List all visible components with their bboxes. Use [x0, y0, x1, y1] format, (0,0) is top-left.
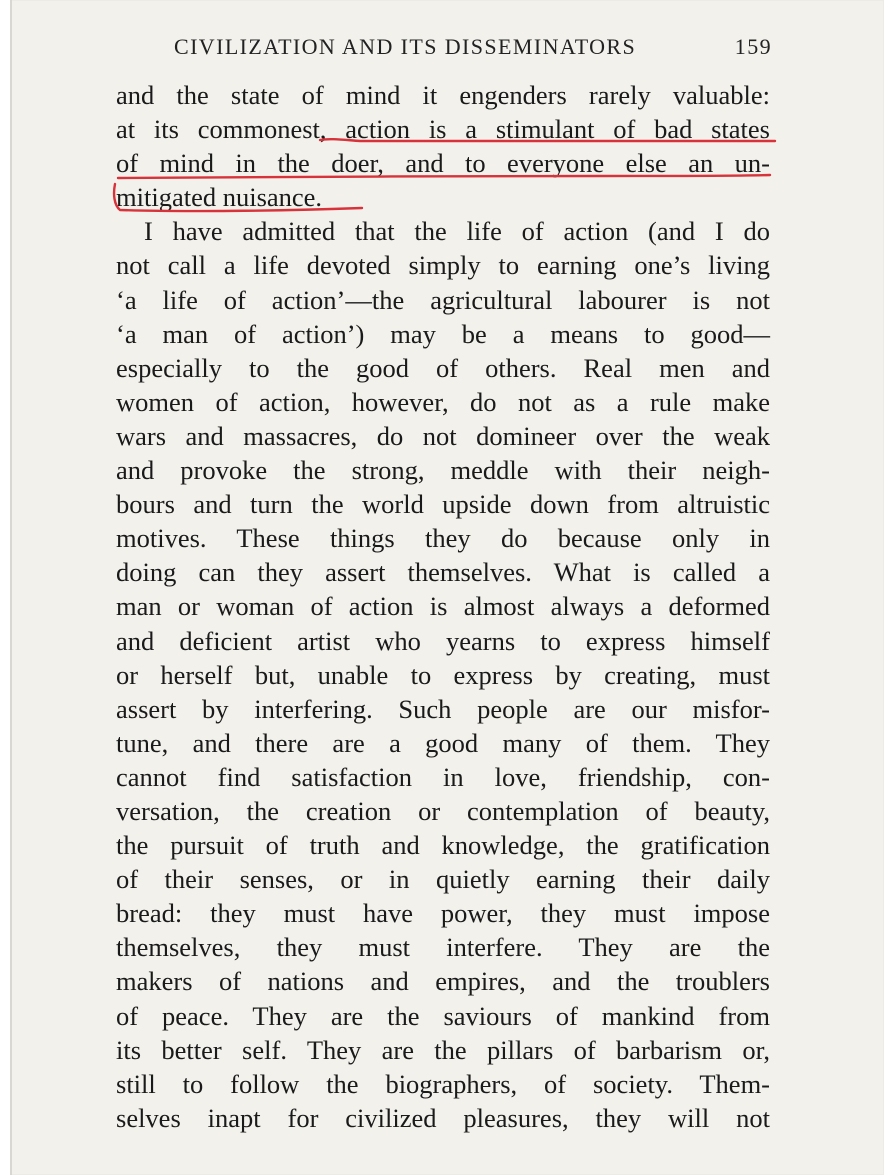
text-line: of peace. They are the saviours of mankind from: [116, 1000, 770, 1031]
text-line: and deficient artist who yearns to express himself: [116, 625, 770, 656]
body-text: [116, 78, 770, 1135]
text-line: of mind in the doer, and to everyone else an un-: [116, 148, 770, 179]
text-line: or herself but, unable to express by creating, must: [116, 659, 770, 690]
text-line: especially to the good of others. Real men and: [116, 352, 770, 383]
text-line: wars and massacres, do not domineer over the weak: [116, 420, 770, 451]
text-line: bread: they must have power, they must impose: [116, 898, 770, 929]
text-line: of their senses, or in quietly earning their daily: [116, 864, 770, 895]
text-line: themselves, they must interfere. They are the: [116, 932, 770, 963]
text-line: at its commonest, action is a stimulant of bad states: [116, 114, 770, 145]
text-line: and the state of mind it engenders rarely valuable:: [116, 80, 770, 110]
text-line: man or woman of action is almost always a deformed: [116, 591, 770, 622]
text-line: tune, and there are a good many of them. They: [116, 727, 770, 758]
text-line: cannot find satisfaction in love, friendship, con-: [116, 761, 770, 792]
text-line: and provoke the strong, meddle with their neigh-: [116, 455, 770, 486]
text-line: versation, the creation or contemplation of beauty,: [116, 795, 770, 826]
text-line: assert by interfering. Such people are our misfor-: [116, 693, 770, 724]
text-line: ‘a man of action’) may be a means to good—: [116, 318, 770, 349]
running-header: [174, 34, 772, 60]
text-line: doing can they assert themselves. What is called a: [116, 557, 770, 588]
text-line: I have admitted that the life of action (and I do: [144, 216, 770, 247]
page-number: 159: [734, 34, 772, 59]
text-line: selves inapt for civilized pleasures, they will not: [116, 1102, 770, 1133]
text-line: ‘a life of action’—the agricultural labourer is not: [116, 284, 770, 315]
text-line: mitigated nuisance.: [116, 182, 323, 213]
text-line: not call a life devoted simply to earning one’s living: [116, 250, 770, 281]
text-line: women of action, however, do not as a rule make: [116, 386, 770, 417]
text-line: the pursuit of truth and knowledge, the gratification: [116, 830, 770, 861]
page-edge: [10, 0, 12, 1175]
text-line: motives. These things they do because only in: [116, 523, 770, 554]
running-title: CIVILIZATION AND ITS DISSEMINATORS: [174, 34, 637, 59]
text-line: still to follow the biographers, of society. Them-: [116, 1068, 770, 1099]
text-line: its better self. They are the pillars of barbarism or,: [116, 1034, 770, 1065]
text-line: makers of nations and empires, and the troublers: [116, 966, 770, 997]
text-line: bours and turn the world upside down from altruistic: [116, 489, 770, 520]
